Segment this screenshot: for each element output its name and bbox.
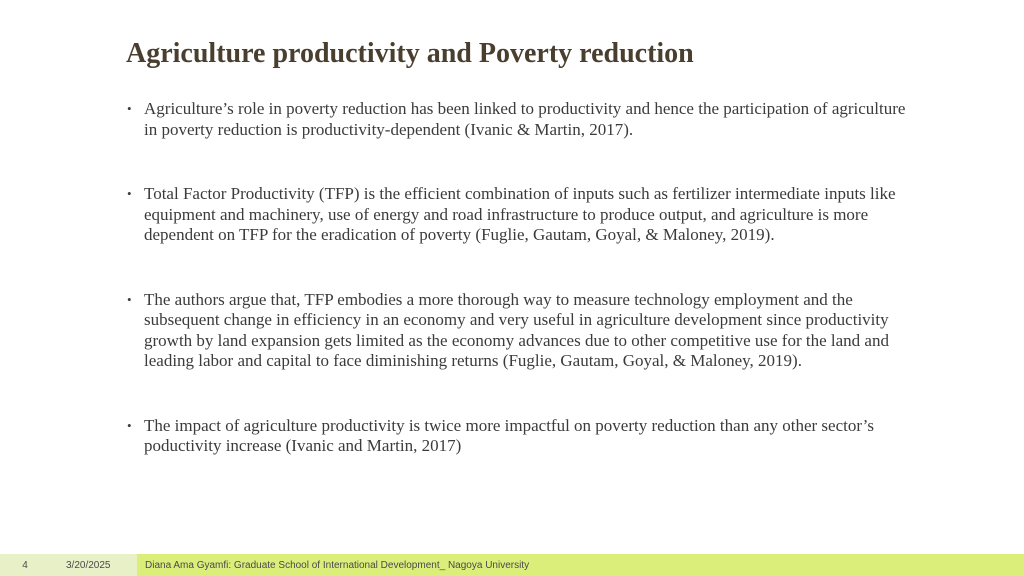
- bullet-list: [126, 99, 906, 501]
- slide-title: Agriculture productivity and Poverty reduction: [126, 38, 694, 69]
- bullet-item: • The impact of agriculture productivity is twice more impactful on poverty reduction than any other sector’s poductivity increase (Ivanic and Martin, 2017): [126, 416, 906, 457]
- bullet-item: • Agriculture’s role in poverty reduction has been linked to productivity and hence the participation of agriculture in poverty reduction is productivity-dependent (Ivanic & Martin, 2017).: [126, 99, 906, 140]
- page-number: 4: [22, 559, 28, 571]
- footer-text: Diana Ama Gyamfi: Graduate School of International Development_ Nagoya University: [145, 559, 530, 571]
- footer-right-panel: [137, 554, 1024, 576]
- slide-footer: [0, 554, 1024, 576]
- footer-left-panel: [0, 554, 137, 576]
- footer-date: 3/20/2025: [66, 559, 111, 571]
- bullet-item: • Total Factor Productivity (TFP) is the efficient combination of inputs such as fertilizer intermediate inputs like equipment and machinery, use of energy and road infrastructure to produce output, and agriculture is more dependent on TFP for the eradication of poverty (Fuglie, Gautam, Goyal, & Maloney, 2019).: [126, 184, 906, 246]
- bullet-item: • The authors argue that, TFP embodies a more thorough way to measure technology employment and the subsequent change in efficiency in an economy and very useful in agriculture development since productivity growth by land expansion gets limited as the economy advances due to other competitive use for the land and leading labor and capital to face diminishing returns (Fuglie, Gautam, Goyal, & Maloney, 2019).: [126, 290, 906, 372]
